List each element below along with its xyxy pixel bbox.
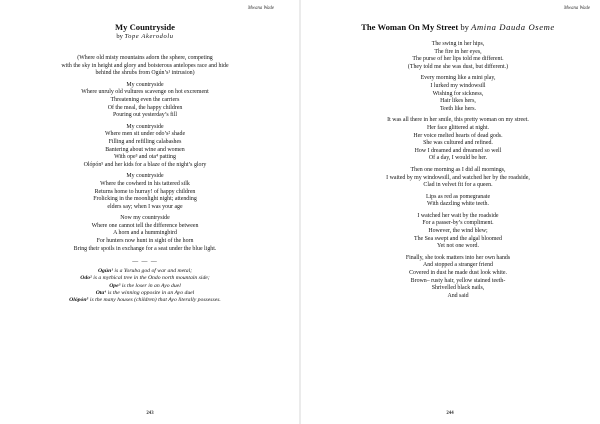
poem-line: Finally, she took matters into her own hands (405, 254, 511, 261)
right-page (300, 0, 600, 424)
poem-line: The fire in her eyes, (434, 48, 482, 55)
stanza (16, 215, 274, 253)
poem-line: Of a day, I would be her. (428, 155, 488, 162)
footnote-text: is the many houses (children) that Ayo literally possesses. (88, 297, 221, 304)
poem-title-text: The Woman On My Street (361, 22, 459, 32)
footnote-term: Ogún¹ (97, 268, 113, 275)
poem-line: Wishing for sickness, (432, 90, 484, 97)
poem-line: elders say; when I was your age (107, 203, 183, 210)
footnote-text: is the winning opposite in an Ayo duel (106, 289, 195, 296)
poem-line: Returns home to hurray! of happy children (94, 188, 196, 195)
poem-line: And said (447, 292, 469, 299)
stanza (326, 213, 590, 251)
poem-line: Teeth like hers. (439, 105, 477, 112)
poem-line: Every morning like a mini play, (420, 75, 496, 82)
poem-line: The swing in her hips, (431, 41, 485, 47)
footnote-term: Olópón⁵ (69, 297, 89, 304)
poem-line: Where men sit under odo’s² shade (104, 131, 186, 138)
poem-line: For hunters now hunt in sight of the horn (96, 238, 194, 245)
author-name-left: Tope Akerodolu (124, 33, 174, 40)
stanza (326, 75, 590, 113)
poem-line: And stopped a stranger friend (422, 262, 493, 269)
poem-line: With ope³ and ota⁴ patting (114, 154, 176, 161)
poem-line: (Where old misty mountains adorn the sphere, competing (77, 55, 213, 61)
poem-line: Where unruly old vultures scavenge on hot excrement (81, 89, 209, 96)
footnote (16, 283, 274, 290)
stanza (16, 124, 274, 170)
poem-line: Filling and refilling calabashes (108, 138, 182, 145)
footnote-text: is the loser in an Ayo duel (120, 282, 181, 289)
poem-line: Lips as red as pomegranate (425, 193, 491, 200)
poem-line: Her voice melted hearts of dead gods. (413, 132, 503, 139)
poem-title-right (326, 22, 590, 32)
poem-line: Yet not one word. (437, 243, 479, 250)
poem-line: I waited by my windowsill, and watched her by the roadside, (386, 174, 530, 181)
poem-line: For a passer-by’s compliment. (422, 220, 494, 227)
footnote-text: is a Yoruba god of war and metal; (112, 268, 193, 275)
footnote-text: is a mythical tree in the Ondo north mountain side; (91, 275, 210, 282)
footnote-term: Odo² (80, 275, 92, 282)
poem-line: Where one cannot tell the difference between (91, 222, 199, 229)
poem-line: Covered in dust he made dust look white. (409, 270, 507, 277)
footnote-term: Ota⁴ (95, 289, 107, 296)
author-name-right: Amina Dauda Oseme (471, 22, 555, 32)
poem-line: How I dreamed and dreamed so well (414, 147, 502, 154)
footnote (16, 290, 274, 297)
stanza (326, 194, 590, 209)
footnote (16, 297, 274, 304)
poem-line: Frolicking in the moonlight night; attending (93, 196, 197, 203)
poem-line: My countryside (126, 81, 164, 88)
by-label: by (116, 33, 123, 40)
poem-line: Olópón⁵ and her kids for a blaze of the night’s glory (83, 161, 207, 168)
poem-line: However, the wind blew; (428, 228, 488, 235)
poem-line: Then one morning as I did all mornings, (410, 166, 506, 173)
poem-line: Her face glittered at night. (427, 124, 489, 131)
poem-line: I watched her wait by the roadside (417, 212, 499, 219)
running-head-left: Mwana Wade (247, 6, 274, 11)
stanza (326, 167, 590, 190)
poem-line: It was all there in her smile, this pretty woman on my street. (387, 117, 529, 124)
poem-body-right (326, 41, 590, 300)
footnotes (16, 268, 274, 304)
poem-line: Pouring out yesterday’s fill (113, 112, 177, 119)
poem-line: Bring their spoils in exchange for a seat under the blue light. (73, 245, 217, 252)
footnote (16, 268, 274, 275)
by-label-right: by (460, 22, 469, 32)
poem-line: Shrivelled black nails, (431, 285, 485, 292)
poem-title-left: My Countryside (115, 22, 175, 32)
byline-left (16, 32, 274, 41)
poem-line: (They told me she was dust, but different.) (407, 63, 509, 70)
stanza (16, 55, 274, 78)
poem-line: The Sea swept and the algal bloomed (413, 235, 502, 242)
poem-line: Hair likes hers, (440, 98, 476, 105)
poem-body-left (16, 55, 274, 253)
stanza (16, 82, 274, 120)
footnote-divider: — — — (132, 259, 158, 266)
poem-line: Of the meal, the happy children (107, 104, 183, 111)
poem-line: Where the cowherd in his tattered silk (100, 180, 190, 187)
poem-line: Bantering about wine and women (105, 146, 185, 153)
footnote (16, 275, 274, 282)
poem-line: My countryside (126, 173, 164, 180)
stanza (326, 117, 590, 163)
poem-line: Now my countryside (120, 215, 170, 222)
poem-line: She was cultured and refined. (423, 140, 493, 147)
running-head-right: Mwana Wade (563, 6, 590, 11)
poem-line: I lurked my windowsill (430, 82, 486, 89)
poem-line: with the sky in height and glory and boisterous antelopes race and hide (61, 62, 229, 69)
poem-line: The purse of her lips told me different. (412, 56, 504, 63)
stanza (326, 41, 590, 71)
stanza (326, 255, 590, 301)
footnote-term: Ope³ (109, 282, 121, 289)
poem-line: My countryside (126, 123, 164, 130)
page-number-right: 244 (446, 411, 454, 416)
poem-line: behind the shrubs from Ogún’s¹ intrusion) (95, 70, 195, 77)
page-number-left: 243 (146, 411, 154, 416)
poem-line: A horn and a hummingbird (113, 230, 177, 237)
poem-line: With dazzling white teeth. (427, 201, 489, 208)
stanza (16, 173, 274, 211)
poem-line: Brown– rusty hair, yellow stained teeth- (410, 277, 506, 284)
poem-line: Clad in velvet fit for a queen. (423, 182, 493, 189)
poem-line: Threatening even the carriers (110, 96, 180, 103)
